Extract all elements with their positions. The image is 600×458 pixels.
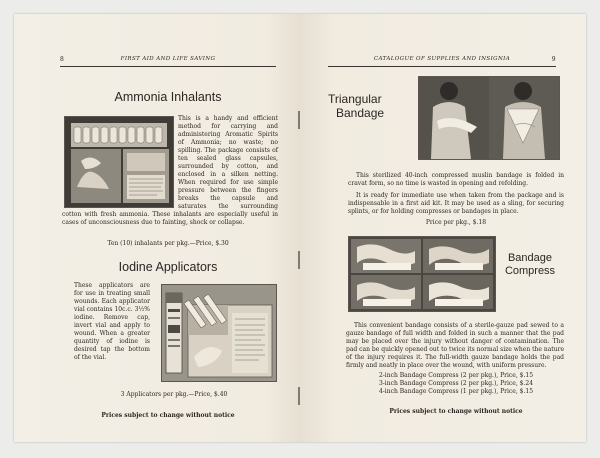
compress-price-list xyxy=(348,372,564,396)
triangular-price: Price per pkg., $.18 xyxy=(425,219,487,226)
compress-photo-art xyxy=(349,237,495,311)
compress-price-4inch: 4-inch Bandage Compress (1 per pkg.), Price, $.15 xyxy=(378,388,534,395)
compress-heading-line2: Compress xyxy=(504,265,556,277)
iodine-description: These applicators are for use in treating small wounds. Each applicator vial contains 10c.c. 3½% iodine. Remove cap, invert vial and apply to wound. When a greater quantity of iodine is desired tap the bottom of the vial. xyxy=(74,282,150,361)
triangular-photo-art xyxy=(419,77,559,159)
iodine-photo-art xyxy=(162,285,276,381)
right-running-head xyxy=(328,54,556,67)
running-head-title: FIRST AID AND LIFE SAVING xyxy=(120,56,216,62)
triangular-heading-line1: Triangular xyxy=(328,92,382,106)
left-price-notice: Prices subject to change without notice xyxy=(101,412,235,419)
running-head-title: CATALOGUE OF SUPPLIES AND INSIGNIA xyxy=(373,56,511,62)
left-running-head xyxy=(60,54,276,67)
catalogue-spread xyxy=(14,14,586,442)
left-page xyxy=(14,14,300,442)
compress-price-3inch: 3-inch Bandage Compress (2 per pkg.), Price, $.24 xyxy=(378,380,534,387)
ammonia-price: Ten (10) inhalants per pkg.—Price, $.30 xyxy=(107,240,229,247)
compress-heading xyxy=(500,252,560,278)
right-page xyxy=(300,14,586,442)
ammonia-description: This is a handy and efficient method for carrying and administering Aromatic Spirits of Ammonia; no waste; no spilling. The package consists of ten sealed glass capsules, surrounded by cotton, and enclosed in a silken netting. When required for use simple pressure between the fingers breaks the capsule and saturates the surrounding cotton with fresh ammonia. These inhalants are especially useful in cases of unconsciousness due to fainting, shock or collapse. xyxy=(62,115,278,226)
right-price-notice: Prices subject to change without notice xyxy=(389,408,523,415)
iodine-heading: Iodine Applicators xyxy=(118,260,218,274)
compress-heading-line1: Bandage xyxy=(507,252,553,264)
compress-description: This convenient bandage consists of a sterile-gauze pad sewed to a gauze bandage of full width and folded in such a manner that the pad may be placed over the injury without danger of contamination. The pad can be quickly opened out to twice its normal size when the nature of the injury requires it. The full-width gauze bandage holds the pad firmly and neatly in place over the wound, with uniform pressure. xyxy=(346,322,564,369)
triangular-heading xyxy=(328,92,384,120)
triangular-bandage-photo xyxy=(418,76,560,160)
triangular-description-1: This sterilized 40-inch compressed muslin bandage is folded in cravat form, so no time is wasted in opening and refolding. xyxy=(348,172,564,187)
ammonia-heading: Ammonia Inhalants xyxy=(114,90,222,104)
iodine-applicators-photo xyxy=(161,284,277,382)
bandage-compress-photo xyxy=(348,236,496,312)
page-number: 8 xyxy=(60,56,65,63)
triangular-description-2: It is ready for immediate use when taken from the package and is indispensable in a first aid kit. It may be used as a sling, for securing splints, or for holding compresses or bandages in place. xyxy=(348,192,564,215)
compress-price-2inch: 2-inch Bandage Compress (2 per pkg.), Price, $.15 xyxy=(378,372,534,379)
iodine-price: 3 Applicators per pkg.—Price, $.40 xyxy=(120,391,228,398)
triangular-heading-line2: Bandage xyxy=(336,106,385,120)
page-number: 9 xyxy=(551,56,556,63)
